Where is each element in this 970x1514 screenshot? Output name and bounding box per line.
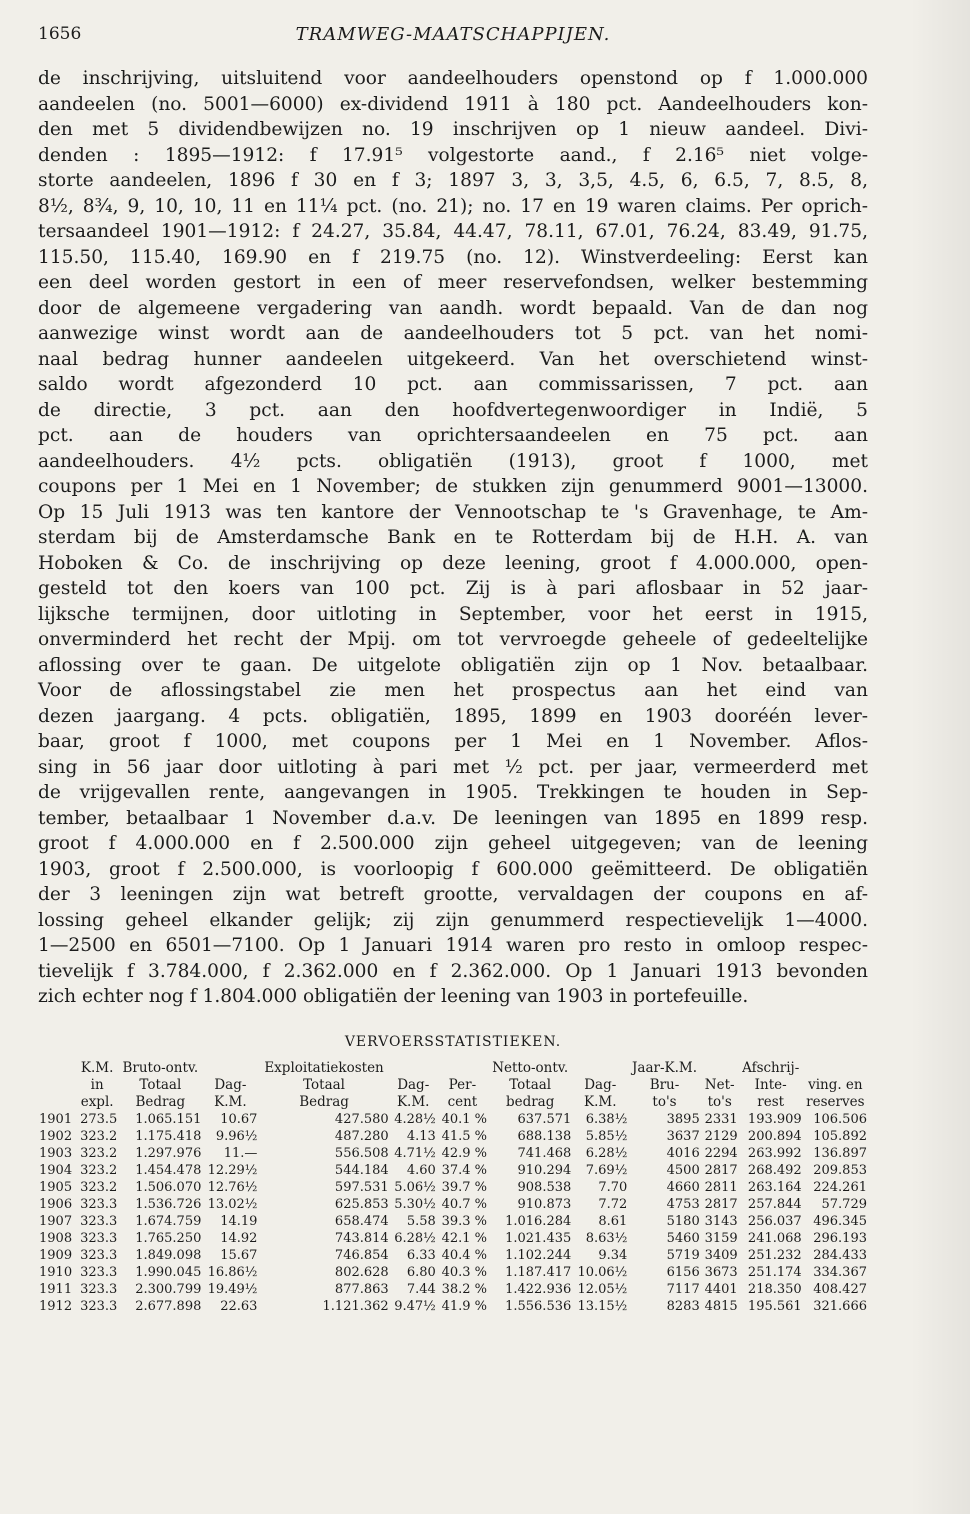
text-line: tersaandeel 1901—1912: f 24.27, 35.84, 44.47, 78.11, 67.01, 76.24, 83.49, 91.75,: [38, 221, 868, 242]
table-cell: 1.297.976: [135, 1145, 202, 1161]
table-cell: 877.863: [334, 1281, 389, 1297]
table-header-cell: Dag-: [214, 1076, 247, 1093]
table-year-cell: 1908: [39, 1230, 73, 1246]
text-line: tievelijk f 3.784.000, f 2.362.000 en f 2.362.000. Op 1 Januari 1913 bevonden: [38, 960, 868, 982]
text-line: lossing geheel elkander gelijk; zij zijn genummerd respectievelijk 1—4000.: [38, 909, 868, 931]
table-cell: 7.70: [598, 1179, 628, 1195]
table-year-cell: 1904: [39, 1162, 73, 1178]
table-cell: 323.2: [80, 1145, 118, 1161]
table-cell: 5.06½: [394, 1179, 436, 1195]
text-line: groot f 4.000.000 en f 2.500.000 zijn geheel uitgegeven; van de leening: [38, 833, 868, 854]
table-cell: 487.280: [334, 1128, 389, 1144]
running-title: TRAMWEG-MAATSCHAPPIJEN.: [295, 24, 611, 45]
table-year-cell: 1912: [39, 1298, 73, 1314]
table-header-cell: [202, 1060, 258, 1077]
table-header-row: [38, 1094, 868, 1111]
table-cell: 1.506.070: [135, 1179, 202, 1195]
page-number: 1656: [38, 24, 82, 44]
text-line: gesteld tot den koers van 100 pct. Zij is à pari aflosbaar in 52 jaar-: [38, 578, 868, 599]
table-cell: 6.80: [406, 1264, 436, 1280]
table-cell: 1.016.284: [505, 1213, 572, 1229]
table-year-cell: 1907: [39, 1213, 73, 1229]
table-cell: 39.3 %: [441, 1213, 488, 1229]
table-cell: 39.7 %: [441, 1179, 488, 1195]
table-cell: 544.184: [334, 1162, 389, 1178]
table-cell: 8283: [666, 1298, 700, 1314]
table-cell: 22.63: [220, 1298, 258, 1314]
table-cell: 8.61: [598, 1213, 628, 1229]
table-cell: 57.729: [821, 1196, 867, 1212]
table-cell: 334.367: [813, 1264, 867, 1280]
table-header-cell: to's: [652, 1093, 677, 1110]
table-row: [38, 1111, 868, 1128]
table-cell: 5460: [666, 1230, 700, 1246]
table-header-cell: cent: [447, 1093, 478, 1110]
table-cell: 323.3: [80, 1230, 118, 1246]
table-cell: 40.1 %: [441, 1111, 488, 1127]
table-cell: 323.2: [80, 1128, 118, 1144]
text-line: pct. aan de houders van oprichtersaandeelen en 75 pct. aan: [38, 425, 868, 446]
table-cell: 688.138: [517, 1128, 572, 1144]
text-line: sing in 56 jaar door uitloting à pari met ½ pct. per jaar, vermeerderd met: [38, 756, 868, 778]
table-cell: 4.60: [406, 1162, 436, 1178]
page-edge-shadow: [910, 0, 970, 1514]
table-cell: 6.38½: [585, 1111, 628, 1127]
table-header-cell: [701, 1060, 739, 1077]
text-line: aandeelen (no. 5001—6000) ex-dividend 1911 à 180 pct. Aandeelhouders kon-: [38, 93, 868, 115]
table-header-cell: [38, 1077, 76, 1094]
text-line: dezen jaargang. 4 pcts. obligatiën, 1895, 1899 en 1903 dooréén lever-: [38, 705, 868, 727]
text-line: naal bedrag hunner aandeelen uitgekeerd. Van het overschietend winst-: [38, 348, 868, 370]
table-cell: 4.13: [406, 1128, 436, 1144]
table-header-cell: Bedrag: [135, 1093, 186, 1110]
table-cell: 323.2: [80, 1179, 118, 1195]
table-header-cell: reserves: [806, 1093, 865, 1110]
table-cell: 105.892: [813, 1128, 867, 1144]
table-cell: 273.5: [80, 1111, 118, 1127]
table-cell: 4401: [704, 1281, 738, 1297]
table-cell: 7.44: [406, 1281, 436, 1297]
text-line: 115.50, 115.40, 169.90 en f 219.75 (no. 12). Winstverdeeling: Eerst kan: [38, 246, 868, 268]
table-cell: 2129: [704, 1128, 738, 1144]
table-row: [38, 1162, 868, 1179]
table-year-cell: 1903: [39, 1145, 73, 1161]
table-cell: 42.9 %: [441, 1145, 488, 1161]
table-cell: 1.187.417: [505, 1264, 572, 1280]
table-row: [38, 1230, 868, 1247]
table-cell: 1.021.435: [505, 1230, 572, 1246]
table-cell: 6.28½: [585, 1145, 628, 1161]
text-line: denden : 1895—1912: f 17.91⁵ volgestorte aand., f 2.16⁵ niet volge-: [38, 144, 868, 166]
table-cell: 9.47½: [394, 1298, 436, 1314]
table-cell: 241.068: [747, 1230, 802, 1246]
table-cell: 7.69½: [585, 1162, 628, 1178]
table-header-cell: Dag-: [397, 1076, 430, 1093]
table-cell: 1.849.098: [135, 1247, 202, 1263]
table-cell: 40.7 %: [441, 1196, 488, 1212]
table-cell: 910.294: [517, 1162, 572, 1178]
table-header-cell: Netto-ontv.: [492, 1059, 569, 1076]
table-cell: 597.531: [334, 1179, 389, 1195]
table-header-cell: Bruto-ontv.: [122, 1059, 199, 1076]
table-cell: 1.556.536: [505, 1298, 572, 1314]
table-cell: 6.33: [406, 1247, 436, 1263]
table-cell: 323.3: [80, 1196, 118, 1212]
table-header-cell: Bru-: [649, 1076, 680, 1093]
table-cell: 5180: [666, 1213, 700, 1229]
table-row: [38, 1128, 868, 1145]
table-row: [38, 1281, 868, 1298]
table-cell: 746.854: [334, 1247, 389, 1263]
table-cell: 1.674.759: [135, 1213, 202, 1229]
table-cell: 323.3: [80, 1298, 118, 1314]
text-line: Voor de aflossingstabel zie men het prospectus aan het eind van: [38, 680, 868, 701]
table-cell: 38.2 %: [441, 1281, 488, 1297]
running-header: [38, 20, 868, 50]
table-cell: 321.666: [813, 1298, 867, 1314]
table-year-cell: 1909: [39, 1247, 73, 1263]
table-row: [38, 1213, 868, 1230]
table-cell: 14.19: [220, 1213, 258, 1229]
table-cell: 2294: [704, 1145, 738, 1161]
table-header-cell: Afschrij-: [742, 1059, 800, 1076]
text-line: sterdam bij de Amsterdamsche Bank en te Rotterdam bij de H.H. A. van: [38, 527, 868, 548]
table-cell: 15.67: [220, 1247, 258, 1263]
table-cell: 323.3: [80, 1281, 118, 1297]
table-cell: 9.96½: [215, 1128, 258, 1144]
table-cell: 40.4 %: [441, 1247, 488, 1263]
table-cell: 193.909: [747, 1111, 802, 1127]
text-line: aanwezige winst wordt aan de aandeelhouders tot 5 pct. van het nomi-: [38, 323, 868, 344]
table-cell: 6.28½: [394, 1230, 436, 1246]
table-header-cell: K.M.: [214, 1093, 247, 1110]
text-line: door de algemeene vergadering van aandh. wordt bepaald. Van de dan nog: [38, 297, 868, 319]
table-cell: 4016: [666, 1145, 700, 1161]
table-cell: 1.175.418: [135, 1128, 202, 1144]
table-cell: 1.422.936: [505, 1281, 572, 1297]
table-cell: 2811: [704, 1179, 738, 1195]
table-body: [38, 1111, 868, 1315]
table-row: [38, 1179, 868, 1196]
table-cell: 195.561: [747, 1298, 802, 1314]
table-header-cell: K.M.: [396, 1093, 430, 1110]
table-header-cell: [390, 1060, 437, 1077]
table-cell: 4815: [704, 1298, 738, 1314]
table-header-cell: ving. en: [808, 1076, 863, 1093]
body-text: [38, 66, 868, 1010]
table-cell: 1.454.478: [135, 1162, 202, 1178]
table-cell: 41.5 %: [441, 1128, 488, 1144]
table-cell: 4500: [666, 1162, 700, 1178]
table-cell: 4.28½: [394, 1111, 436, 1127]
text-line: lijksche termijnen, door uitloting in September, voor het eerst in 1915,: [38, 603, 868, 625]
table-header-cell: bedrag: [505, 1093, 555, 1110]
table-cell: 323.2: [80, 1162, 118, 1178]
table-cell: 12.05½: [577, 1281, 628, 1297]
table-header-cell: Totaal: [303, 1076, 346, 1093]
table-cell: 4660: [666, 1179, 700, 1195]
text-line: coupons per 1 Mei en 1 November; de stukken zijn genummerd 9001—13000.: [38, 476, 868, 497]
table-header-cell: Inte-: [754, 1076, 787, 1093]
table-cell: 408.427: [813, 1281, 867, 1297]
table-cell: 743.814: [334, 1230, 389, 1246]
document-page: [38, 20, 868, 1315]
table-cell: 7.72: [598, 1196, 628, 1212]
table-cell: 5.30½: [394, 1196, 436, 1212]
table-cell: 3637: [666, 1128, 700, 1144]
text-line: zich echter nog f 1.804.000 obligatiën der leening van 1903 in portefeuille.: [38, 986, 749, 1007]
table-header-row: [38, 1060, 868, 1077]
table-header-cell: [38, 1060, 76, 1077]
table-year-cell: 1906: [39, 1196, 73, 1212]
text-line: de inschrijving, uitsluitend voor aandeelhouders openstond op f 1.000.000: [38, 68, 868, 89]
text-line: 1903, groot f 2.500.000, is voorloopig f 600.000 geëmitteerd. De obligatiën: [38, 858, 868, 880]
table-cell: 251.232: [747, 1247, 802, 1263]
section-title: VERVOERSSTATISTIEKEN.: [344, 1033, 562, 1050]
text-line: de vrijgevallen rente, aangevangen in 1905. Trekkingen te houden in Sep-: [38, 782, 868, 803]
table-cell: 263.992: [747, 1145, 802, 1161]
table-row: [38, 1298, 868, 1315]
table-cell: 218.350: [747, 1281, 802, 1297]
table-cell: 5719: [666, 1247, 700, 1263]
table-cell: 14.92: [220, 1230, 258, 1246]
table-cell: 741.468: [517, 1145, 572, 1161]
table-cell: 7117: [666, 1281, 700, 1297]
table-header-cell: K.M.: [80, 1059, 114, 1076]
table-cell: 3895: [666, 1111, 700, 1127]
table-cell: 13.02½: [207, 1196, 258, 1212]
table-cell: 496.345: [813, 1213, 867, 1229]
table-cell: 1.765.250: [135, 1230, 202, 1246]
table-row: [38, 1264, 868, 1281]
table-cell: 2817: [704, 1162, 738, 1178]
table-cell: 256.037: [747, 1213, 802, 1229]
table-cell: 2.677.898: [135, 1298, 202, 1314]
table-cell: 908.538: [517, 1179, 572, 1195]
table-cell: 224.261: [813, 1179, 867, 1195]
table-cell: 136.897: [813, 1145, 867, 1161]
table-cell: 637.571: [517, 1111, 572, 1127]
table-header-cell: [572, 1060, 628, 1077]
table-row: [38, 1145, 868, 1162]
table-cell: 6156: [666, 1264, 700, 1280]
table-cell: 257.844: [747, 1196, 802, 1212]
table-cell: 2.300.799: [135, 1281, 202, 1297]
table-cell: 5.58: [406, 1213, 436, 1229]
table-cell: 3143: [704, 1213, 738, 1229]
text-line: 1—2500 en 6501—7100. Op 1 Januari 1914 waren pro resto in omloop respec-: [38, 935, 868, 956]
table-year-cell: 1902: [39, 1128, 73, 1144]
table-header-row: [38, 1077, 868, 1094]
table-cell: 556.508: [334, 1145, 389, 1161]
table-header-cell: Jaar-K.M.: [632, 1059, 698, 1076]
table-cell: 1.121.362: [322, 1298, 389, 1314]
table-cell: 4753: [666, 1196, 700, 1212]
table-cell: 200.894: [747, 1128, 802, 1144]
table-year-cell: 1910: [39, 1264, 73, 1280]
table-header-cell: [38, 1094, 76, 1111]
table-cell: 106.506: [813, 1111, 867, 1127]
text-line: aflossing over te gaan. De uitgelote obligatiën zijn op 1 Nov. betaalbaar.: [38, 654, 868, 676]
text-line: baar, groot f 1000, met coupons per 1 Mei en 1 November. Aflos-: [38, 731, 868, 752]
table-cell: 19.49½: [207, 1281, 258, 1297]
table-header-cell: Per-: [448, 1076, 477, 1093]
table-cell: 658.474: [334, 1213, 389, 1229]
text-line: den met 5 dividendbewijzen no. 19 inschrijven op 1 nieuw aandeel. Divi-: [38, 119, 868, 140]
table-cell: 9.34: [598, 1247, 628, 1263]
table-cell: 802.628: [334, 1264, 389, 1280]
table-cell: 8.63½: [585, 1230, 628, 1246]
table-cell: 3673: [704, 1264, 738, 1280]
table-cell: 427.580: [334, 1111, 389, 1127]
table-cell: 41.9 %: [441, 1298, 488, 1314]
table-year-cell: 1911: [39, 1281, 73, 1297]
table-cell: 12.76½: [207, 1179, 258, 1195]
text-line: Hoboken & Co. de inschrijving op deze leening, groot f 4.000.000, open-: [38, 552, 868, 574]
text-line: tember, betaalbaar 1 November d.a.v. De leeningen van 1895 en 1899 resp.: [38, 807, 868, 829]
table-cell: 13.15½: [577, 1298, 628, 1314]
table-header-cell: rest: [757, 1093, 785, 1110]
text-line: onverminderd het recht der Mpij. om tot vervroegde geheele of gedeeltelijke: [38, 629, 868, 650]
table-header-cell: Net-: [704, 1076, 735, 1093]
table-cell: 37.4 %: [441, 1162, 488, 1178]
text-line: de directie, 3 pct. aan den hoofdvertegenwoordiger in Indië, 5: [38, 399, 868, 421]
table-cell: 2817: [704, 1196, 738, 1212]
table-cell: 323.3: [80, 1264, 118, 1280]
table-cell: 1.536.726: [135, 1196, 202, 1212]
text-line: 8½, 8¾, 9, 10, 10, 11 en 11¼ pct. (no. 21); no. 17 en 19 waren claims. Per oprich-: [38, 195, 868, 217]
table-cell: 209.853: [813, 1162, 867, 1178]
table-cell: 5.85½: [585, 1128, 628, 1144]
table-cell: 2331: [704, 1111, 738, 1127]
table-cell: 3159: [704, 1230, 738, 1246]
table-row: [38, 1196, 868, 1213]
table-year-cell: 1901: [39, 1111, 73, 1127]
table-header-cell: K.M.: [584, 1093, 617, 1110]
table-header-cell: in: [90, 1076, 104, 1093]
table-cell: 251.174: [747, 1264, 802, 1280]
table-header-cell: Bedrag: [299, 1093, 349, 1110]
table-cell: 10.67: [220, 1111, 258, 1127]
text-line: een deel worden gestort in een of meer reservefondsen, welker bestemming: [38, 272, 868, 293]
table-cell: 323.3: [80, 1247, 118, 1263]
statistics-table: [38, 1060, 868, 1315]
table-header-cell: Exploitatiekosten: [264, 1059, 384, 1076]
table-cell: 40.3 %: [441, 1264, 488, 1280]
text-line: aandeelhouders. 4½ pcts. obligatiën (1913), groot f 1000, met: [38, 450, 868, 472]
text-line: storte aandeelen, 1896 f 30 en f 3; 1897 3, 3, 3,5, 4.5, 6, 6.5, 7, 8.5, 8,: [38, 170, 868, 191]
table-cell: 1.102.244: [505, 1247, 572, 1263]
table-cell: 284.433: [813, 1247, 867, 1263]
text-line: Op 15 Juli 1913 was ten kantore der Vennootschap te 's Gravenhage, te Am-: [38, 501, 868, 523]
table-cell: 12.29½: [207, 1162, 258, 1178]
table-cell: 1.990.045: [135, 1264, 202, 1280]
table-cell: 42.1 %: [441, 1230, 488, 1246]
table-header-cell: [803, 1060, 868, 1077]
table-cell: 296.193: [813, 1230, 867, 1246]
table-header-cell: [437, 1060, 488, 1077]
table-row: [38, 1247, 868, 1264]
table-cell: 4.71½: [394, 1145, 436, 1161]
table-year-cell: 1905: [39, 1179, 73, 1195]
table-header-cell: Dag-: [584, 1076, 617, 1093]
table-cell: 11.—: [223, 1145, 258, 1161]
table-cell: 10.06½: [577, 1264, 628, 1280]
table-header-cell: expl.: [80, 1093, 114, 1110]
table-cell: 16.86½: [207, 1264, 258, 1280]
table-header: [38, 1060, 868, 1111]
table-header-cell: Totaal: [509, 1076, 552, 1093]
table-cell: 625.853: [334, 1196, 389, 1212]
table-cell: 323.3: [80, 1213, 118, 1229]
table-cell: 910.873: [517, 1196, 572, 1212]
table-cell: 268.492: [747, 1162, 802, 1178]
table-cell: 3409: [704, 1247, 738, 1263]
table-header-cell: to's: [707, 1093, 732, 1110]
text-line: saldo wordt afgezonderd 10 pct. aan commissarissen, 7 pct. aan: [38, 374, 868, 395]
table-header-cell: Totaal: [139, 1076, 182, 1093]
table-cell: 1.065.151: [135, 1111, 202, 1127]
text-line: der 3 leeningen zijn wat betreft grootte, vervaldagen der coupons en af-: [38, 884, 868, 905]
table-cell: 263.164: [747, 1179, 802, 1195]
